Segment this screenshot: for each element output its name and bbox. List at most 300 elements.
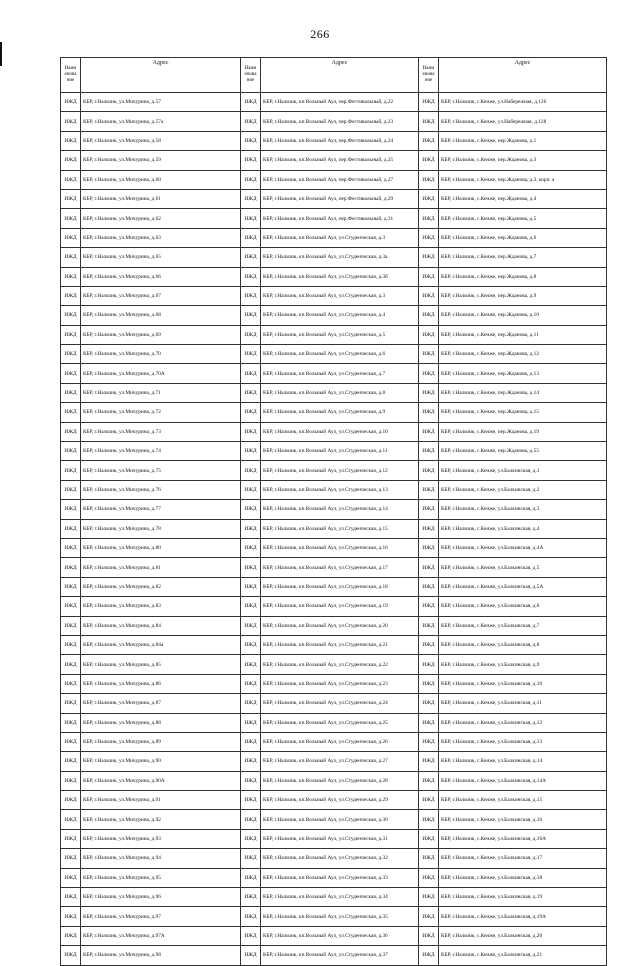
address-cell: КБР, г.Нальчик, ул.Мичурина, д.80 — [81, 538, 241, 557]
address-cell: КБР, г.Нальчик, с.Кенже, ул.Балкинская, д.15 — [439, 791, 607, 810]
table-row — [61, 403, 607, 422]
address-cell: КБР, г.Нальчик, кп.Вольный Аул, ул.Студенческая, д.11 — [261, 442, 419, 461]
address-cell: КБР, г.Нальчик, ул.Мичурина, д.84а — [81, 635, 241, 654]
building-type-cell: ИЖД — [61, 635, 81, 654]
building-type-cell: ИЖД — [61, 752, 81, 771]
building-type-cell: ИЖД — [241, 519, 261, 538]
building-type-cell: ИЖД — [419, 403, 439, 422]
building-type-cell: ИЖД — [419, 442, 439, 461]
building-type-cell: ИЖД — [419, 888, 439, 907]
address-cell: КБР, г.Нальчик, с.Кенже, пер.Жданова, д.3, корп. а — [439, 170, 607, 189]
building-type-cell: ИЖД — [61, 558, 81, 577]
building-type-cell: ИЖД — [61, 267, 81, 286]
table-row — [61, 635, 607, 654]
address-cell: КБР, г.Нальчик, ул.Мичурина, д.71 — [81, 383, 241, 402]
building-type-cell: ИЖД — [419, 926, 439, 945]
address-cell: КБР, г.Нальчик, с.Кенже, пер.Жданова, д.6 — [439, 228, 607, 247]
page-number: 266 — [310, 27, 330, 41]
header-address-2: Адрес — [261, 58, 419, 93]
building-type-cell: ИЖД — [61, 422, 81, 441]
building-type-cell: ИЖД — [241, 888, 261, 907]
address-cell: КБР, г.Нальчик, кп.Вольный Аул, ул.Студенческая, д.16 — [261, 538, 419, 557]
address-cell: КБР, г.Нальчик, ул.Мичурина, д.57 — [81, 93, 241, 112]
building-type-cell: ИЖД — [241, 597, 261, 616]
address-cell: КБР, г.Нальчик, с.Кенже, пер.Жданова, д.9 — [439, 286, 607, 305]
address-cell: КБР, г.Нальчик, кп.Вольный Аул, ул.Студенческая, д.5 — [261, 325, 419, 344]
address-cell: КБР, г.Нальчик, с.Кенже, пер.Жданова, д.15 — [439, 403, 607, 422]
table-body — [61, 93, 607, 966]
address-cell: КБР, г.Нальчик, с.Кенже, ул.Набережная, д.126 — [439, 93, 607, 112]
scan-edge-mark — [0, 42, 2, 66]
table-row — [61, 771, 607, 790]
building-type-cell: ИЖД — [61, 694, 81, 713]
building-type-cell: ИЖД — [419, 616, 439, 635]
building-type-cell: ИЖД — [241, 170, 261, 189]
address-cell: КБР, г.Нальчик, с.Кенже, ул.Балкинская, д.12 — [439, 713, 607, 732]
table-row — [61, 189, 607, 208]
building-type-cell: ИЖД — [419, 694, 439, 713]
building-type-cell: ИЖД — [419, 810, 439, 829]
address-cell: КБР, г.Нальчик, кп.Вольный Аул, пер.Фестивальный, д.24 — [261, 131, 419, 150]
building-type-cell: ИЖД — [241, 112, 261, 131]
address-cell: КБР, г.Нальчик, с.Кенже, ул.Балкинская, д.11 — [439, 694, 607, 713]
address-cell: КБР, г.Нальчик, кп.Вольный Аул, ул.Студенческая, д.3 — [261, 286, 419, 305]
address-cell: КБР, г.Нальчик, кп.Вольный Аул, ул.Студенческая, д.31 — [261, 829, 419, 848]
table-row — [61, 616, 607, 635]
building-type-cell: ИЖД — [419, 500, 439, 519]
building-type-cell: ИЖД — [241, 674, 261, 693]
building-type-cell: ИЖД — [419, 422, 439, 441]
building-type-cell: ИЖД — [419, 93, 439, 112]
address-cell: КБР, г.Нальчик, кп.Вольный Аул, ул.Студенческая, д.19 — [261, 597, 419, 616]
address-cell: КБР, г.Нальчик, кп.Вольный Аул, ул.Студенческая, д.20 — [261, 616, 419, 635]
table-row — [61, 170, 607, 189]
address-cell: КБР, г.Нальчик, ул.Мичурина, д.73 — [81, 422, 241, 441]
building-type-cell: ИЖД — [419, 791, 439, 810]
building-type-cell: ИЖД — [419, 383, 439, 402]
building-type-cell: ИЖД — [61, 926, 81, 945]
building-type-cell: ИЖД — [419, 306, 439, 325]
address-cell: КБР, г.Нальчик, ул.Мичурина, д.87 — [81, 694, 241, 713]
building-type-cell: ИЖД — [61, 461, 81, 480]
table-row — [61, 364, 607, 383]
address-cell: КБР, г.Нальчик, ул.Мичурина, д.75 — [81, 461, 241, 480]
building-type-cell: ИЖД — [61, 248, 81, 267]
address-cell: КБР, г.Нальчик, с.Кенже, ул.Балкинская, д.20 — [439, 926, 607, 945]
table-row — [61, 151, 607, 170]
building-type-cell: ИЖД — [61, 810, 81, 829]
building-type-cell: ИЖД — [61, 209, 81, 228]
building-type-cell: ИЖД — [419, 635, 439, 654]
address-cell: КБР, г.Нальчик, кп.Вольный Аул, ул.Студенческая, д.21 — [261, 635, 419, 654]
address-cell: КБР, г.Нальчик, с.Кенже, ул.Балкинская, д.19А — [439, 907, 607, 926]
building-type-cell: ИЖД — [419, 286, 439, 305]
table-row — [61, 325, 607, 344]
building-type-cell: ИЖД — [419, 325, 439, 344]
address-cell: КБР, г.Нальчик, ул.Мичурина, д.89 — [81, 732, 241, 751]
building-type-cell: ИЖД — [61, 442, 81, 461]
building-type-cell: ИЖД — [61, 771, 81, 790]
table-row — [61, 267, 607, 286]
building-type-cell: ИЖД — [241, 93, 261, 112]
address-cell: КБР, г.Нальчик, кп.Вольный Аул, ул.Студенческая, д.15 — [261, 519, 419, 538]
address-cell: КБР, г.Нальчик, кп.Вольный Аул, пер.Фестивальный, д.22 — [261, 93, 419, 112]
address-cell: КБР, г.Нальчик, ул.Мичурина, д.61 — [81, 189, 241, 208]
table-row — [61, 248, 607, 267]
table-row — [61, 461, 607, 480]
address-cell: КБР, г.Нальчик, ул.Мичурина, д.98 — [81, 946, 241, 965]
building-type-cell: ИЖД — [241, 228, 261, 247]
building-type-cell: ИЖД — [419, 713, 439, 732]
building-type-cell: ИЖД — [241, 577, 261, 596]
address-cell: КБР, г.Нальчик, ул.Мичурина, д.76 — [81, 480, 241, 499]
address-cell: КБР, г.Нальчик, ул.Мичурина, д.88 — [81, 713, 241, 732]
address-cell: КБР, г.Нальчик, ул.Мичурина, д.63 — [81, 228, 241, 247]
building-type-cell: ИЖД — [61, 674, 81, 693]
table-row — [61, 93, 607, 112]
table-row — [61, 849, 607, 868]
building-type-cell: ИЖД — [241, 403, 261, 422]
address-cell: КБР, г.Нальчик, с.Кенже, пер.Жданова, д.7 — [439, 248, 607, 267]
building-type-cell: ИЖД — [419, 461, 439, 480]
address-cell: КБР, г.Нальчик, ул.Мичурина, д.78 — [81, 519, 241, 538]
address-cell: КБР, г.Нальчик, кп.Вольный Аул, ул.Студенческая, д.10 — [261, 422, 419, 441]
building-type-cell: ИЖД — [61, 713, 81, 732]
building-type-cell: ИЖД — [241, 325, 261, 344]
building-type-cell: ИЖД — [419, 752, 439, 771]
address-cell: КБР, г.Нальчик, ул.Мичурина, д.59 — [81, 151, 241, 170]
address-cell: КБР, г.Нальчик, ул.Мичурина, д.90 — [81, 752, 241, 771]
building-type-cell: ИЖД — [241, 635, 261, 654]
building-type-cell: ИЖД — [241, 286, 261, 305]
building-type-cell: ИЖД — [419, 558, 439, 577]
building-type-cell: ИЖД — [61, 151, 81, 170]
address-cell: КБР, г.Нальчик, кп.Вольный Аул, ул.Студенческая, д.3а — [261, 248, 419, 267]
building-type-cell: ИЖД — [241, 442, 261, 461]
building-type-cell: ИЖД — [241, 461, 261, 480]
table-row — [61, 888, 607, 907]
address-cell: КБР, г.Нальчик, ул.Мичурина, д.92 — [81, 810, 241, 829]
address-cell: КБР, г.Нальчик, кп.Вольный Аул, ул.Студенческая, д.14 — [261, 500, 419, 519]
building-type-cell: ИЖД — [241, 189, 261, 208]
address-cell: КБР, г.Нальчик, с.Кенже, ул.Балкинская, д.1 — [439, 461, 607, 480]
building-type-cell: ИЖД — [241, 810, 261, 829]
address-cell: КБР, г.Нальчик, ул.Мичурина, д.69 — [81, 325, 241, 344]
building-type-cell: ИЖД — [61, 907, 81, 926]
table-row — [61, 732, 607, 751]
building-type-cell: ИЖД — [241, 946, 261, 965]
building-type-cell: ИЖД — [241, 422, 261, 441]
table-row — [61, 926, 607, 945]
address-cell: КБР, г.Нальчик, кп.Вольный Аул, пер.Фестивальный, д.27 — [261, 170, 419, 189]
address-cell: КБР, г.Нальчик, ул.Мичурина, д.86 — [81, 674, 241, 693]
address-cell: КБР, г.Нальчик, ул.Мичурина, д.97 — [81, 907, 241, 926]
building-type-cell: ИЖД — [419, 519, 439, 538]
building-type-cell: ИЖД — [419, 849, 439, 868]
address-cell: КБР, г.Нальчик, кп.Вольный Аул, ул.Студенческая, д.17 — [261, 558, 419, 577]
table-row — [61, 228, 607, 247]
table-row — [61, 519, 607, 538]
header-type-1: Наим енова ние — [61, 58, 81, 93]
address-cell: КБР, г.Нальчик, кп.Вольный Аул, ул.Студенческая, д.29 — [261, 791, 419, 810]
address-cell: КБР, г.Нальчик, ул.Мичурина, д.74 — [81, 442, 241, 461]
building-type-cell: ИЖД — [241, 558, 261, 577]
building-type-cell: ИЖД — [61, 480, 81, 499]
address-cell: КБР, г.Нальчик, ул.Мичурина, д.96 — [81, 888, 241, 907]
address-cell: КБР, г.Нальчик, кп.Вольный Аул, ул.Студенческая, д.32 — [261, 849, 419, 868]
header-type-3: Наим енова ние — [419, 58, 439, 93]
table-row — [61, 383, 607, 402]
building-type-cell: ИЖД — [241, 616, 261, 635]
address-cell: КБР, г.Нальчик, с.Кенже, ул.Балкинская, д.18 — [439, 868, 607, 887]
address-cell: КБР, г.Нальчик, с.Кенже, пер.Жданова, д.5 — [439, 209, 607, 228]
table-row — [61, 597, 607, 616]
building-type-cell: ИЖД — [241, 345, 261, 364]
address-cell: КБР, г.Нальчик, с.Кенже, ул.Балкинская, д.13 — [439, 732, 607, 751]
address-cell: КБР, г.Нальчик, с.Кенже, ул.Балкинская, д.14А — [439, 771, 607, 790]
building-type-cell: ИЖД — [241, 771, 261, 790]
address-cell: КБР, г.Нальчик, ул.Мичурина, д.83 — [81, 597, 241, 616]
address-table — [60, 57, 607, 966]
building-type-cell: ИЖД — [419, 868, 439, 887]
building-type-cell: ИЖД — [419, 597, 439, 616]
table-row — [61, 306, 607, 325]
building-type-cell: ИЖД — [241, 907, 261, 926]
building-type-cell: ИЖД — [241, 849, 261, 868]
address-cell: КБР, г.Нальчик, ул.Мичурина, д.84 — [81, 616, 241, 635]
address-cell: КБР, г.Нальчик, кп.Вольный Аул, ул.Студенческая, д.25 — [261, 713, 419, 732]
address-cell: КБР, г.Нальчик, кп.Вольный Аул, ул.Студенческая, д.26 — [261, 732, 419, 751]
address-cell: КБР, г.Нальчик, кп.Вольный Аул, ул.Студенческая, д.12 — [261, 461, 419, 480]
building-type-cell: ИЖД — [419, 170, 439, 189]
building-type-cell: ИЖД — [61, 538, 81, 557]
address-cell: КБР, г.Нальчик, кп.Вольный Аул, ул.Студенческая, д.7 — [261, 364, 419, 383]
address-cell: КБР, г.Нальчик, ул.Мичурина, д.77 — [81, 500, 241, 519]
building-type-cell: ИЖД — [61, 655, 81, 674]
address-cell: КБР, г.Нальчик, кп.Вольный Аул, ул.Студенческая, д.9 — [261, 403, 419, 422]
address-cell: КБР, г.Нальчик, с.Кенже, ул.Балкинская, д.3 — [439, 500, 607, 519]
header-type-2: Наим енова ние — [241, 58, 261, 93]
address-cell: КБР, г.Нальчик, с.Кенже, ул.Балкинская, д.17 — [439, 849, 607, 868]
address-cell: КБР, г.Нальчик, с.Кенже, ул.Балкинская, д.5А — [439, 577, 607, 596]
building-type-cell: ИЖД — [419, 131, 439, 150]
address-cell: КБР, г.Нальчик, с.Кенже, пер.Жданова, д.11 — [439, 325, 607, 344]
building-type-cell: ИЖД — [241, 538, 261, 557]
address-cell: КБР, г.Нальчик, кп.Вольный Аул, ул.Студенческая, д.18 — [261, 577, 419, 596]
building-type-cell: ИЖД — [419, 248, 439, 267]
address-cell: КБР, г.Нальчик, кп.Вольный Аул, ул.Студенческая, д.28 — [261, 771, 419, 790]
table-row — [61, 713, 607, 732]
building-type-cell: ИЖД — [61, 791, 81, 810]
building-type-cell: ИЖД — [419, 829, 439, 848]
address-cell: КБР, г.Нальчик, с.Кенже, пер.Жданова, д.55 — [439, 442, 607, 461]
table-row — [61, 480, 607, 499]
table-row — [61, 810, 607, 829]
building-type-cell: ИЖД — [61, 364, 81, 383]
address-cell: КБР, г.Нальчик, кп.Вольный Аул, ул.Студенческая, д.35 — [261, 907, 419, 926]
building-type-cell: ИЖД — [419, 655, 439, 674]
table-row — [61, 694, 607, 713]
building-type-cell: ИЖД — [61, 577, 81, 596]
address-cell: КБР, г.Нальчик, кп.Вольный Аул, ул.Студенческая, д.8 — [261, 383, 419, 402]
address-cell: КБР, г.Нальчик, с.Кенже, ул.Набережная, д.128 — [439, 112, 607, 131]
address-cell: КБР, г.Нальчик, кп.Вольный Аул, ул.Студенческая, д.33 — [261, 868, 419, 887]
address-cell: КБР, г.Нальчик, с.Кенже, пер.Жданова, д.10 — [439, 306, 607, 325]
building-type-cell: ИЖД — [241, 383, 261, 402]
address-cell: КБР, г.Нальчик, ул.Мичурина, д.72 — [81, 403, 241, 422]
address-cell: КБР, г.Нальчик, ул.Мичурина, д.70 — [81, 345, 241, 364]
address-cell: КБР, г.Нальчик, ул.Мичурина, д.94 — [81, 849, 241, 868]
building-type-cell: ИЖД — [419, 112, 439, 131]
address-cell: КБР, г.Нальчик, кп.Вольный Аул, пер.Фестивальный, д.23 — [261, 112, 419, 131]
building-type-cell: ИЖД — [419, 209, 439, 228]
address-cell: КБР, г.Нальчик, с.Кенже, пер.Жданова, д.4 — [439, 189, 607, 208]
address-cell: КБР, г.Нальчик, ул.Мичурина, д.60 — [81, 170, 241, 189]
building-type-cell: ИЖД — [419, 151, 439, 170]
building-type-cell: ИЖД — [241, 829, 261, 848]
address-cell: КБР, г.Нальчик, кп.Вольный Аул, ул.Студенческая, д.22 — [261, 655, 419, 674]
building-type-cell: ИЖД — [419, 674, 439, 693]
address-cell: КБР, г.Нальчик, с.Кенже, пер.Жданова, д.19 — [439, 422, 607, 441]
building-type-cell: ИЖД — [241, 868, 261, 887]
table-row — [61, 752, 607, 771]
table-row — [61, 112, 607, 131]
table-row — [61, 674, 607, 693]
address-cell: КБР, г.Нальчик, ул.Мичурина, д.65 — [81, 248, 241, 267]
table-row — [61, 442, 607, 461]
address-cell: КБР, г.Нальчик, с.Кенже, пер.Жданова, д.1 — [439, 131, 607, 150]
address-cell: КБР, г.Нальчик, с.Кенже, ул.Балкинская, д.7 — [439, 616, 607, 635]
building-type-cell: ИЖД — [419, 732, 439, 751]
building-type-cell: ИЖД — [241, 151, 261, 170]
building-type-cell: ИЖД — [61, 732, 81, 751]
address-cell: КБР, г.Нальчик, кп.Вольный Аул, ул.Студенческая, д.30 — [261, 810, 419, 829]
address-cell: КБР, г.Нальчик, кп.Вольный Аул, ул.Студенческая, д.3б — [261, 267, 419, 286]
building-type-cell: ИЖД — [241, 694, 261, 713]
building-type-cell: ИЖД — [419, 771, 439, 790]
building-type-cell: ИЖД — [241, 248, 261, 267]
building-type-cell: ИЖД — [61, 500, 81, 519]
address-cell: КБР, г.Нальчик, кп.Вольный Аул, пер.Фестивальный, д.31 — [261, 209, 419, 228]
building-type-cell: ИЖД — [241, 732, 261, 751]
table-row — [61, 131, 607, 150]
address-cell: КБР, г.Нальчик, кп.Вольный Аул, ул.Студенческая, д.6 — [261, 345, 419, 364]
building-type-cell: ИЖД — [419, 189, 439, 208]
address-cell: КБР, г.Нальчик, ул.Мичурина, д.81 — [81, 558, 241, 577]
address-cell: КБР, г.Нальчик, кп.Вольный Аул, ул.Студенческая, д.34 — [261, 888, 419, 907]
address-cell: КБР, г.Нальчик, ул.Мичурина, д.90А — [81, 771, 241, 790]
building-type-cell: ИЖД — [61, 519, 81, 538]
address-cell: КБР, г.Нальчик, с.Кенже, ул.Балкинская, д.4А — [439, 538, 607, 557]
building-type-cell: ИЖД — [61, 170, 81, 189]
building-type-cell: ИЖД — [241, 131, 261, 150]
building-type-cell: ИЖД — [419, 538, 439, 557]
building-type-cell: ИЖД — [241, 267, 261, 286]
address-cell: КБР, г.Нальчик, с.Кенже, ул.Балкинская, д.8 — [439, 635, 607, 654]
address-cell: КБР, г.Нальчик, с.Кенже, пер.Жданова, д.3 — [439, 151, 607, 170]
address-cell: КБР, г.Нальчик, с.Кенже, ул.Балкинская, д.2 — [439, 480, 607, 499]
table-row — [61, 345, 607, 364]
building-type-cell: ИЖД — [419, 907, 439, 926]
address-cell: КБР, г.Нальчик, с.Кенже, ул.Балкинская, д.14 — [439, 752, 607, 771]
building-type-cell: ИЖД — [61, 888, 81, 907]
building-type-cell: ИЖД — [61, 868, 81, 887]
address-cell: КБР, г.Нальчик, ул.Мичурина, д.66 — [81, 267, 241, 286]
building-type-cell: ИЖД — [61, 946, 81, 965]
building-type-cell: ИЖД — [61, 306, 81, 325]
address-cell: КБР, г.Нальчик, с.Кенже, ул.Балкинская, д.19 — [439, 888, 607, 907]
building-type-cell: ИЖД — [241, 209, 261, 228]
table-row — [61, 791, 607, 810]
address-cell: КБР, г.Нальчик, с.Кенже, пер.Жданова, д.8 — [439, 267, 607, 286]
address-cell: КБР, г.Нальчик, ул.Мичурина, д.70А — [81, 364, 241, 383]
table-row — [61, 946, 607, 965]
address-cell: КБР, г.Нальчик, с.Кенже, ул.Балкинская, д.5 — [439, 558, 607, 577]
address-cell: КБР, г.Нальчик, кп.Вольный Аул, ул.Студенческая, д.23 — [261, 674, 419, 693]
building-type-cell: ИЖД — [61, 403, 81, 422]
building-type-cell: ИЖД — [61, 616, 81, 635]
table-row — [61, 829, 607, 848]
building-type-cell: ИЖД — [241, 480, 261, 499]
address-cell: КБР, г.Нальчик, ул.Мичурина, д.57а — [81, 112, 241, 131]
address-cell: КБР, г.Нальчик, кп.Вольный Аул, ул.Студенческая, д.3 — [261, 228, 419, 247]
table-row — [61, 500, 607, 519]
building-type-cell: ИЖД — [61, 286, 81, 305]
address-cell: КБР, г.Нальчик, кп.Вольный Аул, пер.Фестивальный, д.29 — [261, 189, 419, 208]
building-type-cell: ИЖД — [241, 713, 261, 732]
table-row — [61, 558, 607, 577]
building-type-cell: ИЖД — [419, 480, 439, 499]
header-address-3: Адрес — [439, 58, 607, 93]
address-cell: КБР, г.Нальчик, с.Кенже, ул.Балкинская, д.4 — [439, 519, 607, 538]
building-type-cell: ИЖД — [61, 383, 81, 402]
building-type-cell: ИЖД — [61, 597, 81, 616]
building-type-cell: ИЖД — [61, 829, 81, 848]
address-cell: КБР, г.Нальчик, кп.Вольный Аул, ул.Студенческая, д.36 — [261, 926, 419, 945]
table-row — [61, 655, 607, 674]
address-cell: КБР, г.Нальчик, с.Кенже, ул.Балкинская, д.6 — [439, 597, 607, 616]
building-type-cell: ИЖД — [419, 345, 439, 364]
address-cell: КБР, г.Нальчик, ул.Мичурина, д.68 — [81, 306, 241, 325]
address-cell: КБР, г.Нальчик, кп.Вольный Аул, ул.Студенческая, д.37 — [261, 946, 419, 965]
building-type-cell: ИЖД — [61, 189, 81, 208]
building-type-cell: ИЖД — [419, 577, 439, 596]
table-row — [61, 209, 607, 228]
table-header-row — [61, 58, 607, 93]
building-type-cell: ИЖД — [241, 655, 261, 674]
building-type-cell: ИЖД — [419, 228, 439, 247]
building-type-cell: ИЖД — [241, 926, 261, 945]
table-row — [61, 538, 607, 557]
table-row — [61, 868, 607, 887]
address-cell: КБР, г.Нальчик, кп.Вольный Аул, пер.Фестивальный, д.25 — [261, 151, 419, 170]
building-type-cell: ИЖД — [61, 112, 81, 131]
building-type-cell: ИЖД — [61, 228, 81, 247]
address-cell: КБР, г.Нальчик, с.Кенже, пер.Жданова, д.14 — [439, 383, 607, 402]
building-type-cell: ИЖД — [241, 791, 261, 810]
address-cell: КБР, г.Нальчик, с.Кенже, ул.Балкинская, д.10 — [439, 674, 607, 693]
building-type-cell: ИЖД — [241, 306, 261, 325]
table-row — [61, 422, 607, 441]
address-cell: КБР, г.Нальчик, ул.Мичурина, д.82 — [81, 577, 241, 596]
address-cell: КБР, г.Нальчик, ул.Мичурина, д.85 — [81, 655, 241, 674]
building-type-cell: ИЖД — [419, 946, 439, 965]
address-cell: КБР, г.Нальчик, с.Кенже, ул.Балкинская, д.16А — [439, 829, 607, 848]
building-type-cell: ИЖД — [61, 325, 81, 344]
address-cell: КБР, г.Нальчик, кп.Вольный Аул, ул.Студенческая, д.13 — [261, 480, 419, 499]
address-cell: КБР, г.Нальчик, ул.Мичурина, д.58 — [81, 131, 241, 150]
address-cell: КБР, г.Нальчик, кп.Вольный Аул, ул.Студенческая, д.4 — [261, 306, 419, 325]
